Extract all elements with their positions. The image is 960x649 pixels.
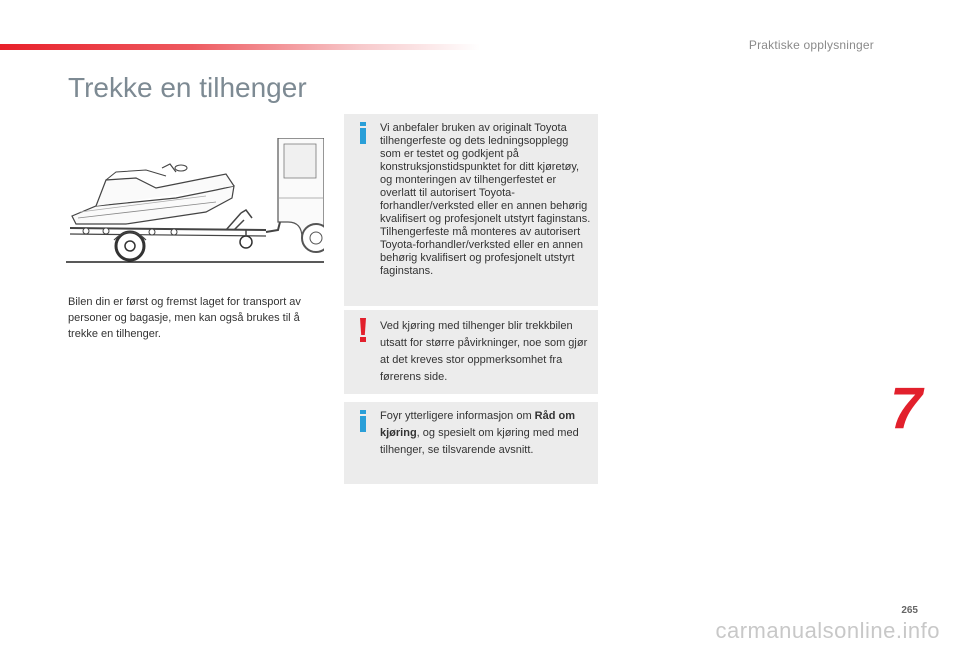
note-text-before: Foyr ytterligere informasjon om: [380, 410, 535, 422]
info-note-box: [344, 114, 598, 306]
watermark: carmanualsonline.info: [715, 618, 940, 643]
chapter-number: 7: [890, 376, 923, 441]
section-header: Praktiske opplysninger: [748, 38, 874, 52]
info-icon: [358, 410, 368, 432]
info-icon: [358, 122, 368, 144]
header-accent-bar: [0, 44, 480, 50]
driving-advice-link[interactable]: Råd om kjøring: [380, 410, 576, 439]
page-title: Trekke en tilhenger: [68, 72, 307, 103]
trailer-illustration: [66, 138, 324, 264]
warning-icon: [360, 318, 368, 342]
warning-note-box: [344, 310, 598, 394]
info-note-box-2: [344, 402, 598, 484]
page-number: 265: [901, 605, 918, 616]
intro-paragraph: Bilen din er først og fremst laget for transport av personer og bagasje, men kan også brukes til å trekke en tilhenger.: [68, 296, 301, 340]
driving-advice-note-text: [380, 408, 592, 459]
warning-note-text: Ved kjøring med tilhenger blir trekkbilen utsatt for større påvirkninger, noe som gjør at det kreves stor oppmerksomhet fra førerens side.: [380, 320, 588, 383]
info-note-text: Vi anbefaler bruken av originalt Toyota tilhengerfeste og dets ledningsopplegg som er testet og godkjent på konstruksjonstidspunktet for ditt kjøretøy, og monteringen av tilhengerfestet er overlatt til autorisert Toyota-forhandler/verksted eller en annen behørig kvalifisert og profesjonelt utstyrt faginstans. Tilhengerfeste må monteres av autorisert Toyota-forhandler/verksted eller en annen behørig kvalifisert og profesjonelt utstyrt faginstans.: [380, 122, 591, 277]
note-text-after: , og spesielt om kjøring med med tilhenger, se tilsvarende avsnitt.: [380, 427, 579, 456]
